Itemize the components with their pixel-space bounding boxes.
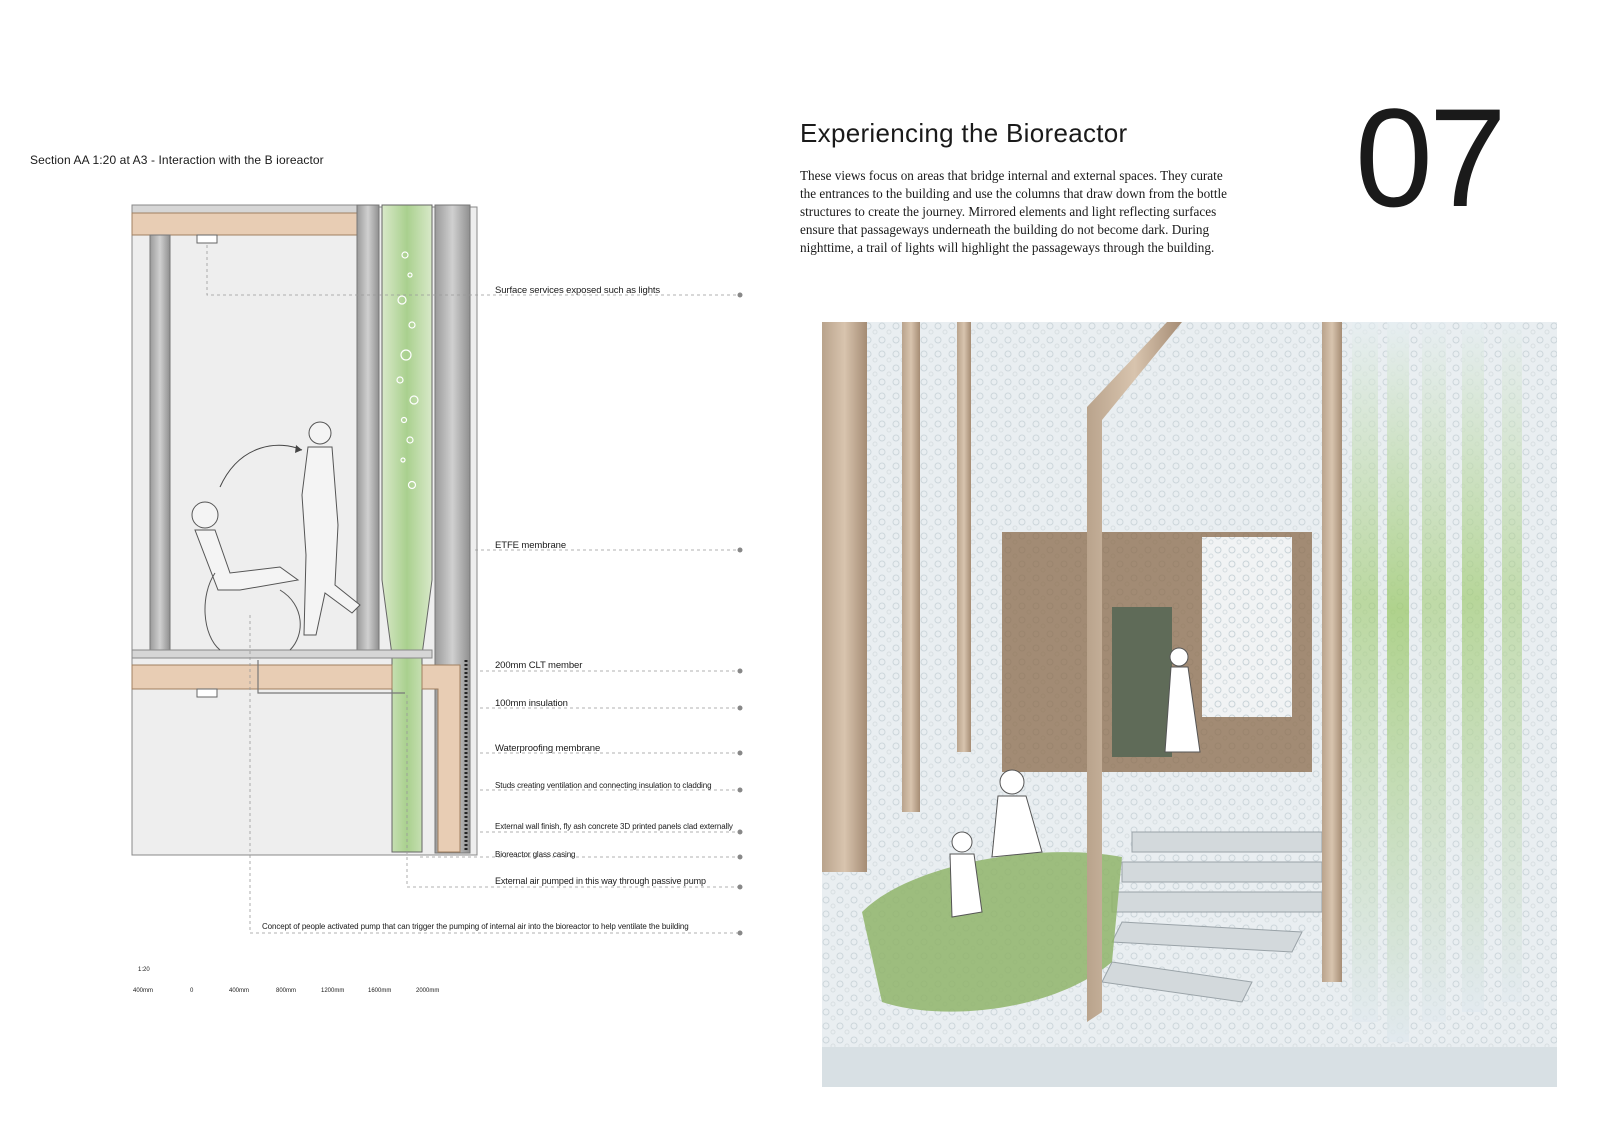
floor-clt — [132, 665, 392, 689]
timber-column — [1322, 322, 1342, 982]
callout-glass-casing: Bioreactor glass casing — [495, 850, 576, 859]
scale-tick: 400mm — [133, 988, 154, 994]
bioreactor-perspective-render — [822, 322, 1557, 1087]
callout-studs: Studs creating ventilation and connecting insulation to cladding — [495, 781, 712, 790]
intro-line: the entrances to the building and use the columns that draw down from the bottle — [800, 186, 1228, 201]
section-title: Section AA 1:20 at A3 - Interaction with the B ioreactor — [30, 153, 324, 167]
left-column — [150, 235, 170, 650]
floor-slab — [132, 650, 432, 658]
intro-line: nighttime, a trail of lights will highlight the passageways through the building. — [800, 240, 1215, 255]
page-heading: Experiencing the Bioreactor — [800, 118, 1128, 148]
callout-external-finish: External wall finish, fly ash concrete 3D printed panels clad externally — [495, 822, 733, 831]
section-drawing — [120, 195, 760, 955]
timber-column — [822, 322, 867, 872]
intro-paragraph — [800, 167, 1320, 257]
scale-label: 1:20 — [138, 967, 150, 973]
wall-column — [357, 205, 379, 650]
callout-waterproofing: Waterproofing membrane — [495, 743, 601, 754]
roof-clt — [132, 213, 357, 235]
scale-tick: 1200mm — [321, 988, 345, 994]
scale-tick: 2000mm — [416, 988, 440, 994]
intro-line: structures to create the journey. Mirrored elements and light reflecting surfaces — [800, 204, 1217, 219]
perforated-block-texture — [1202, 537, 1292, 717]
intro-line: These views focus on areas that bridge internal and external spaces. They curate — [800, 168, 1223, 183]
callout-etfe: ETFE membrane — [495, 540, 567, 551]
floor-reflection — [822, 1047, 1557, 1087]
page-number: 07 — [1355, 79, 1503, 236]
timber-column — [957, 322, 971, 752]
scale-tick: 400mm — [229, 988, 250, 994]
doorway — [1112, 607, 1172, 757]
callout-people-pump: Concept of people activated pump that can trigger the pumping of internal air into the bioreactor to help ventilate the building — [262, 922, 689, 931]
callout-surface-services: Surface services exposed such as lights — [495, 285, 661, 296]
roof-slab — [132, 205, 357, 213]
ceiling-light — [197, 235, 217, 243]
intro-line: ensure that passageways underneath the building do not become dark. During — [800, 222, 1210, 237]
timber-column — [902, 322, 920, 812]
pump-node-icon — [738, 293, 743, 936]
callout-clt: 200mm CLT member — [495, 660, 583, 671]
scale-tick: 1600mm — [368, 988, 392, 994]
scale-tick: 800mm — [276, 988, 297, 994]
callout-insulation: 100mm insulation — [495, 698, 568, 709]
scale-tick: 0 — [190, 988, 194, 994]
callout-external-air: External air pumped in this way through passive pump — [495, 876, 706, 886]
lower-light — [197, 689, 217, 697]
